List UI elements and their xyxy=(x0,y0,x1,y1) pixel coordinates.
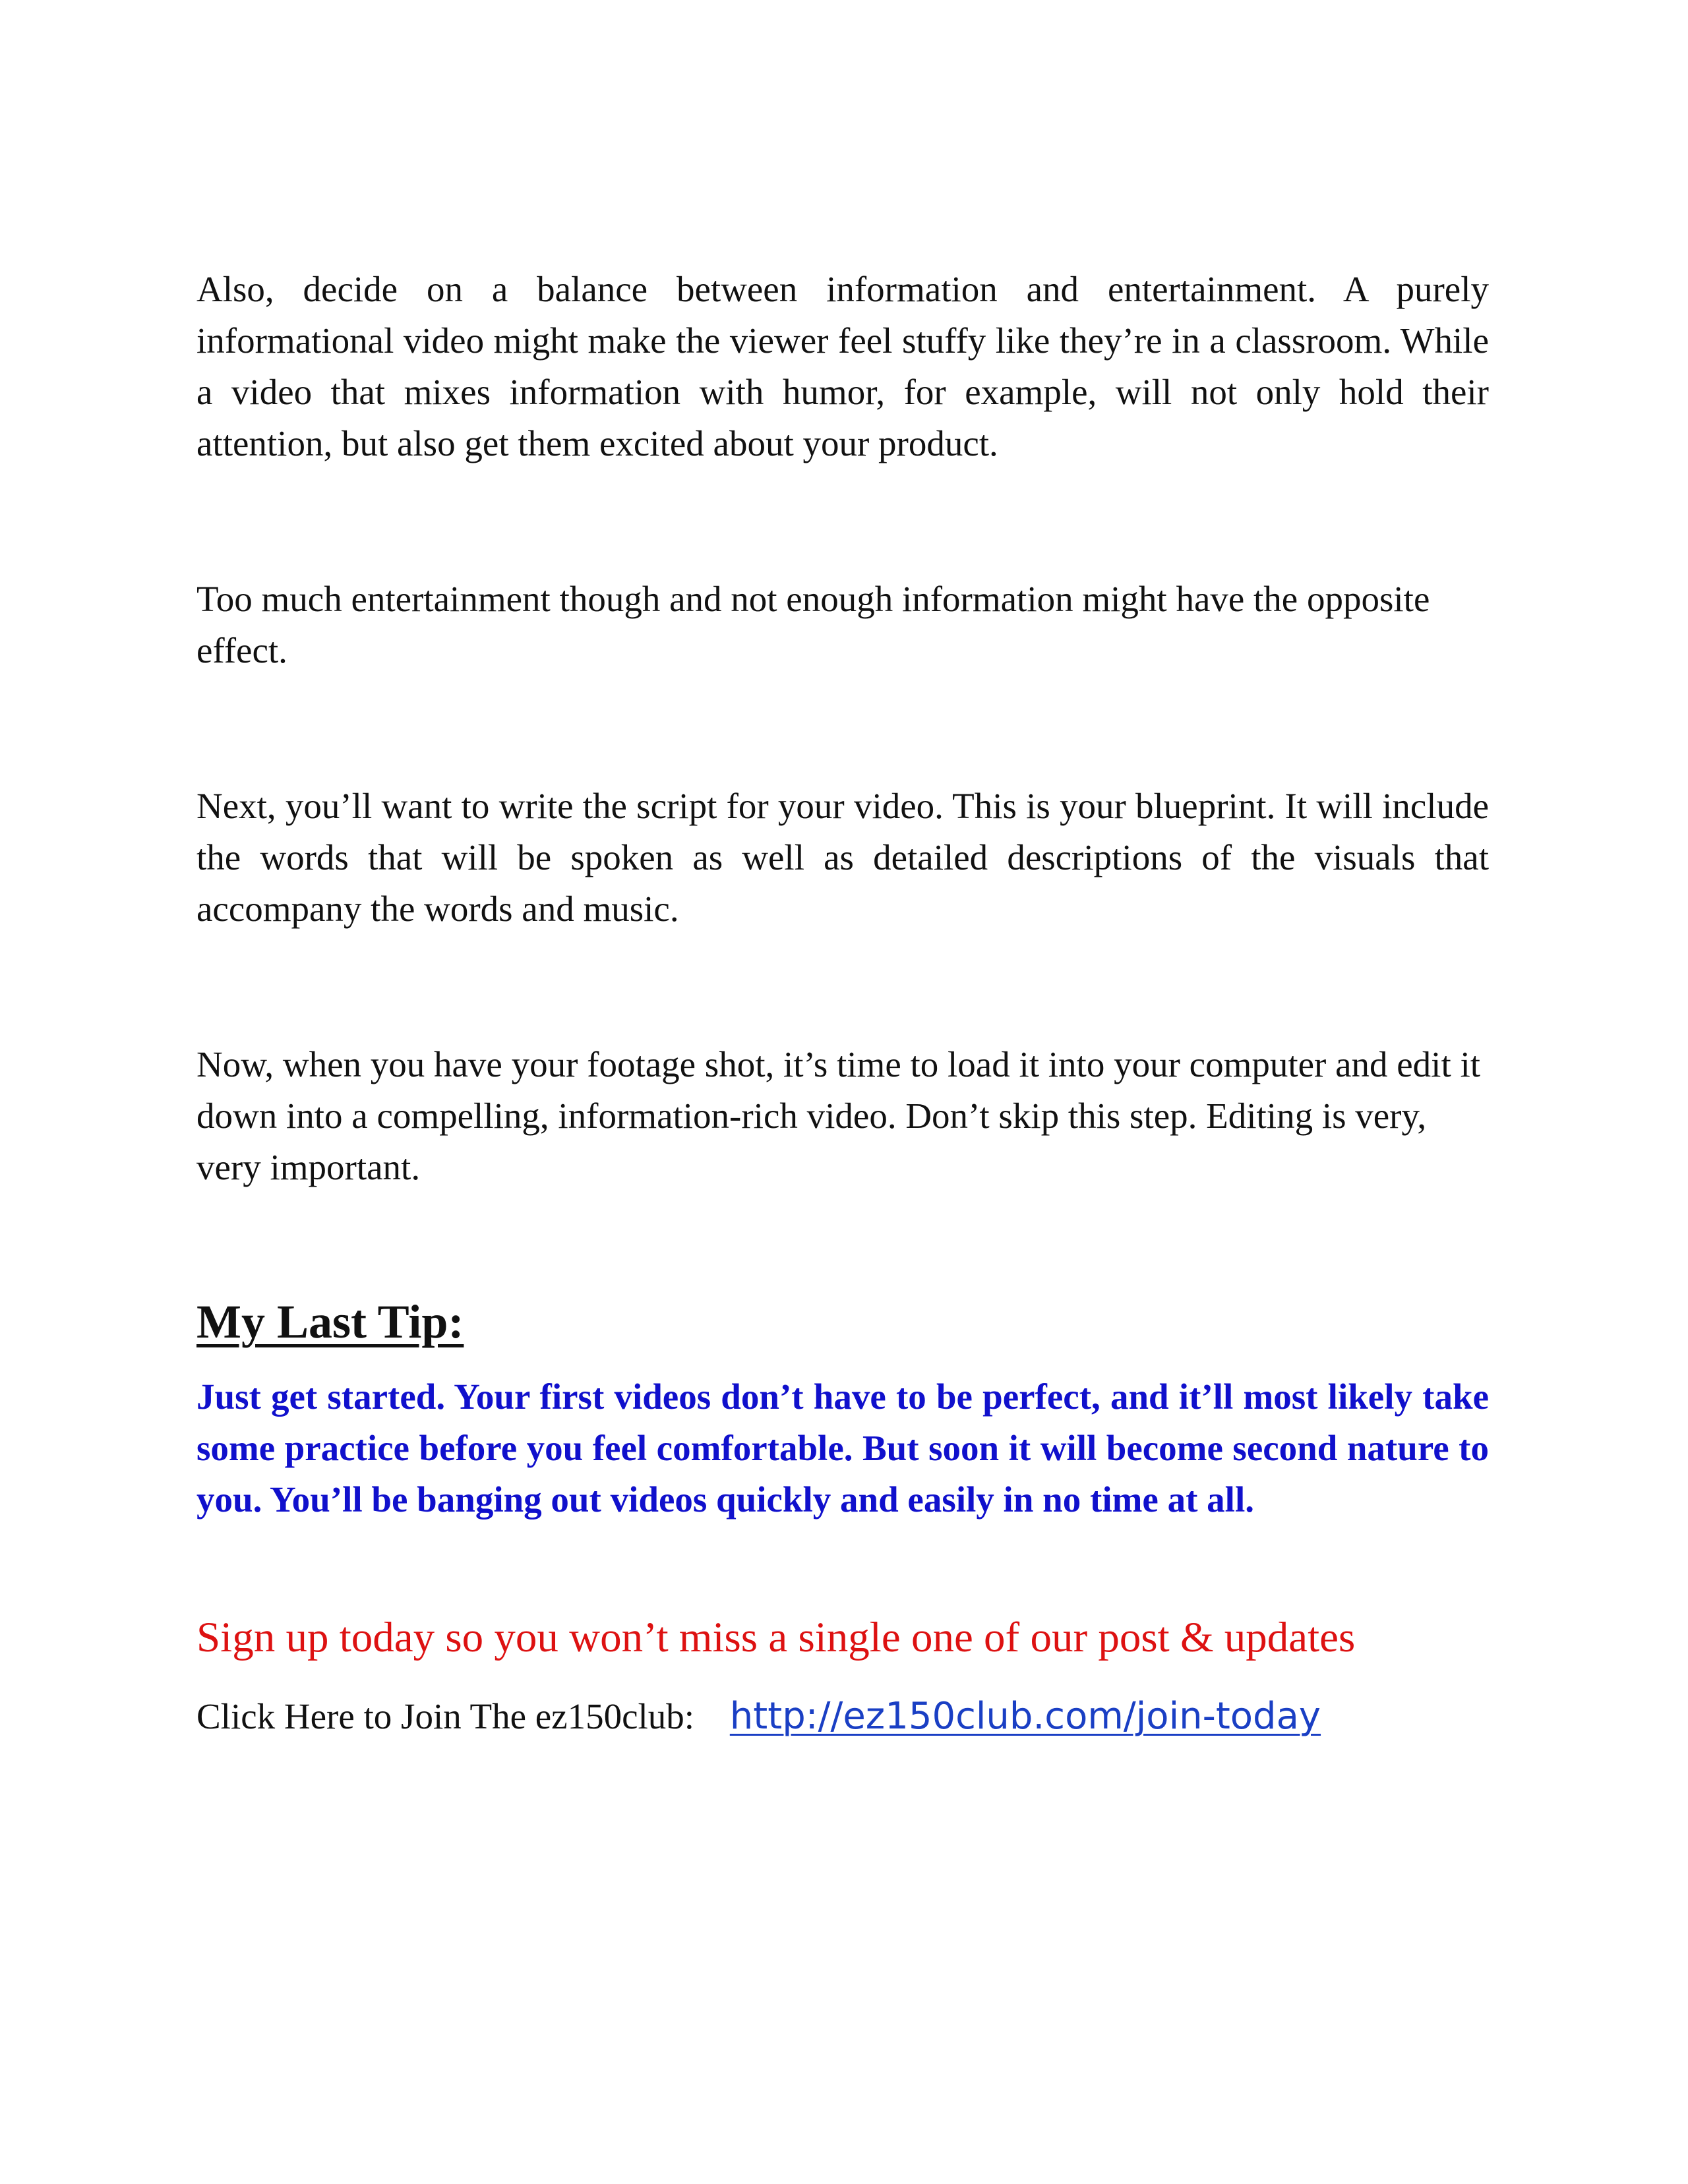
signup-callout: Sign up today so you won’t miss a single one of our post & updates xyxy=(196,1614,1356,1661)
paragraph-entertainment: Too much entertainment though and not enough information might have the opposite effect. xyxy=(196,579,1430,670)
paragraph-script: Next, you’ll want to write the script for your video. This is your blueprint. It will include the words that will be spoken as well as detailed descriptions of the visuals that accompany the words and music. xyxy=(196,786,1489,929)
last-tip-body: Just get started. Your first videos don’t have to be perfect, and it’ll most likely take some practice before you feel comfortable. But soon it will become second nature to you. You’ll be banging out videos quickly and easily in no time at all. xyxy=(196,1376,1489,1520)
join-label: Click Here to Join The ez150club: xyxy=(196,1696,695,1736)
paragraph-editing: Now, when you have your footage shot, it’s time to load it into your computer and edit it down into a compelling, information-rich video. Don’t skip this step. Editing is very, very important. xyxy=(196,1044,1481,1187)
document-page xyxy=(196,264,1489,1746)
join-line xyxy=(196,1687,1489,1746)
last-tip-heading: My Last Tip: xyxy=(196,1295,464,1348)
paragraph-balance: Also, decide on a balance between information and entertainment. A purely informational video might make the viewer feel stuffy like they’re in a classroom. While a video that mixes information with humor, for example, will not only hold their attention, but also get them excited about your product. xyxy=(196,269,1489,463)
join-link[interactable]: http://ez150club.com/join-today xyxy=(729,1695,1321,1738)
